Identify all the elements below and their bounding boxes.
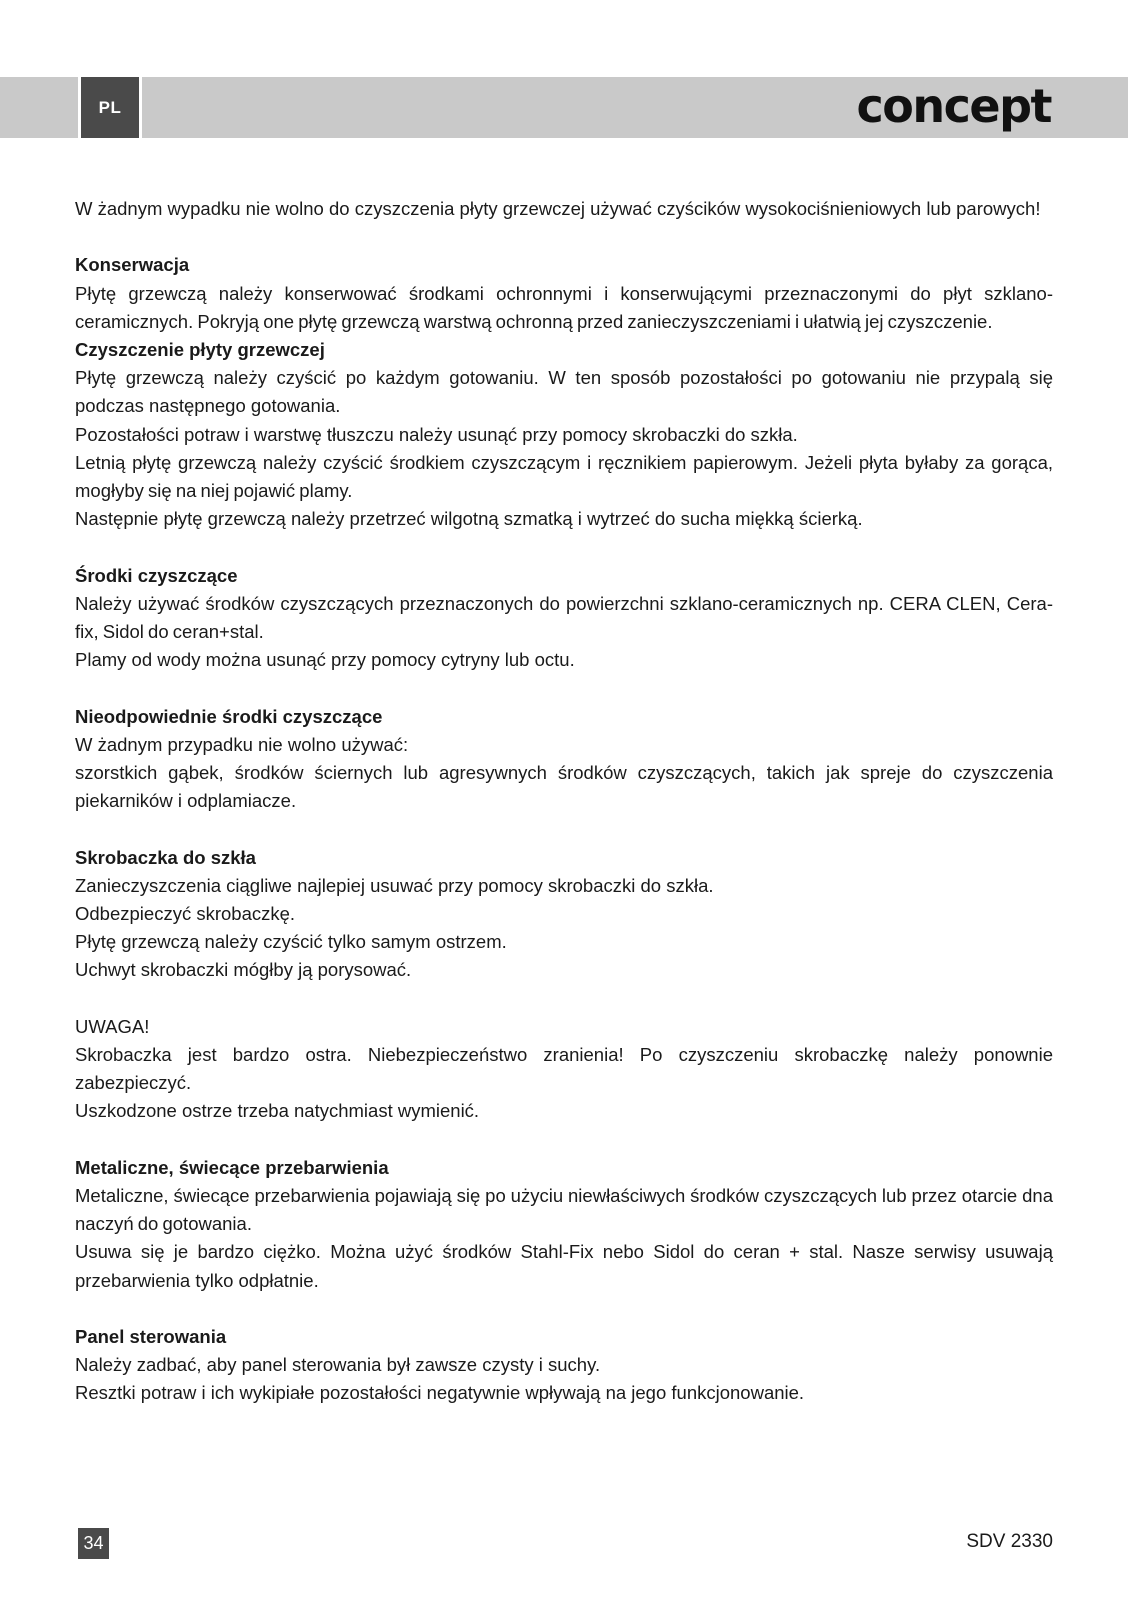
paragraph: Plamy od wody można usunąć przy pomocy cytryny lub octu. [75, 649, 575, 671]
paragraph: Zanieczyszczenia ciągliwe najlepiej usuwać przy pomocy skrobaczki do szkła. [75, 874, 714, 896]
paragraph: Resztki potraw i ich wykipiałe pozostałości negatywnie wpływają na jego funkcjonowanie. [75, 1382, 805, 1404]
section-heading: Nieodpowiednie środki czyszczące [75, 705, 383, 727]
paragraph: Pozostałości potraw i warstwę tłuszczu należy usunąć przy pomocy skrobaczki do szkła. [75, 423, 798, 445]
warning-label: UWAGA! [75, 1015, 150, 1037]
paragraph: Skrobaczka jest bardzo ostra. Niebezpieczeństwo zranienia! Po czyszczeniu skrobaczkę należy ponownie zabezpieczyć. [75, 1044, 1053, 1094]
paragraph: Należy używać środków czyszczących przeznaczonych do powierzchni szklano-ceramicznych np. CERA CLEN, Cera-fix, Sidol do ceran+stal. [75, 592, 1053, 643]
paragraph: Usuwa się je bardzo ciężko. Można użyć środków Stahl-Fix nebo Sidol do ceran + stal. Nasze serwisy usuwają przebarwienia tylko odpłatnie. [75, 1241, 1053, 1291]
language-badge [78, 77, 142, 138]
section-heading: Czyszczenie płyty grzewczej [75, 339, 325, 360]
page-number: 34 [83, 1533, 104, 1553]
paragraph: W żadnym wypadku nie wolno do czyszczenia płyty grzewczej używać czyścików wysokociśnieniowych lub parowych! [75, 198, 1041, 219]
paragraph: Należy zadbać, aby panel sterowania był zawsze czysty i suchy. [75, 1354, 601, 1376]
section-heading: Środki czyszczące [75, 564, 238, 586]
paragraph: Metaliczne, świecące przebarwienia pojawiają się po użyciu niewłaściwych środków czyszczących lub przez otarcie dna naczyń do gotowania. [75, 1185, 1053, 1235]
model-number: SDV 2330 [966, 1531, 1053, 1552]
paragraph: Odbezpieczyć skrobaczkę. [75, 903, 296, 925]
section-heading: Konserwacja [75, 254, 190, 276]
paragraph: szorstkich gąbek, środków ściernych lub agresywnych środków czyszczących, takich jak spreje do czyszczenia piekarników i odplamiacze. [75, 762, 1053, 812]
paragraph: Płytę grzewczą należy konserwować środkami ochronnymi i konserwującymi przeznaczonymi do płyt szklano-ceramicznych. Pokryją one płytę grzewczą warstwą ochronną przed zanieczyszczeniami i ułatwią jej czyszczenie. [75, 282, 1053, 332]
section-heading: Skrobaczka do szkła [75, 846, 256, 868]
document-body [75, 195, 1053, 1408]
brand-logo [856, 80, 1051, 132]
paragraph: Płytę grzewczą należy czyścić po każdym gotowaniu. W ten sposób pozostałości po gotowaniu nie przypalą się podczas następnego gotowania. [75, 367, 1053, 417]
section-heading: Panel sterowania [75, 1326, 227, 1348]
paragraph: Uszkodzone ostrze trzeba natychmiast wymienić. [75, 1100, 480, 1122]
paragraph: W żadnym przypadku nie wolno używać: [75, 733, 409, 755]
paragraph: Uchwyt skrobaczki mógłby ją porysować. [75, 959, 412, 981]
language-code: PL [98, 97, 122, 117]
page-number-badge [78, 1528, 109, 1559]
paragraph: Płytę grzewczą należy czyścić tylko samym ostrzem. [75, 931, 507, 953]
paragraph: Następnie płytę grzewczą należy przetrzeć wilgotną szmatką i wytrzeć do sucha miękką ścierką. [75, 508, 863, 530]
section-heading: Metaliczne, świecące przebarwienia [75, 1156, 389, 1178]
paragraph: Letnią płytę grzewczą należy czyścić środkiem czyszczącym i ręcznikiem papierowym. Jeżeli płyta byłaby za gorąca, mogłyby się na niej pojawić plamy. [75, 451, 1053, 502]
logo-text: concept [856, 79, 1051, 133]
